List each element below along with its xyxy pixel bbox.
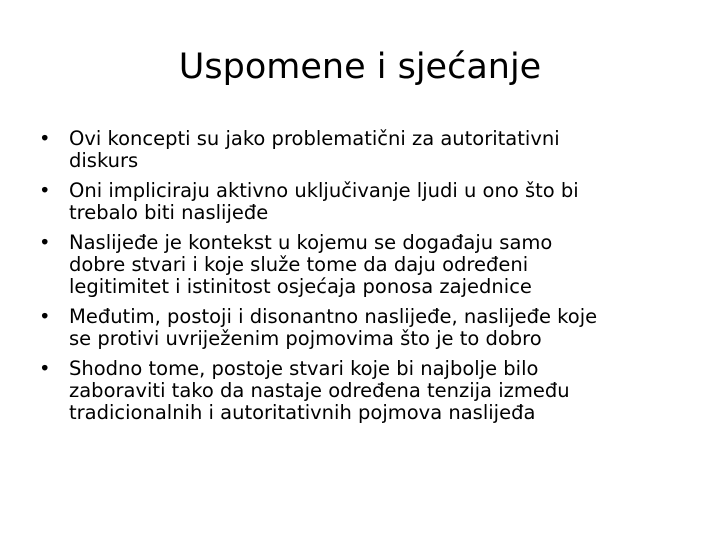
slide-title: Uspomene i sjećanje: [178, 47, 542, 87]
bullet-dot-icon: •: [39, 357, 51, 380]
bullet-dot-icon: •: [39, 305, 51, 328]
bullet-line: se protivi uvriježenim pojmovima što je to dobro: [69, 327, 542, 350]
bullet-item: [37, 128, 687, 172]
bullet-line: Međutim, postoji i disonantno naslijeđe, naslijeđe koje: [69, 305, 598, 328]
bullet-item: [37, 358, 687, 424]
bullet-line: dobre stvari i koje služe tome da daju određeni: [69, 253, 529, 276]
bullet-line: diskurs: [69, 149, 139, 172]
bullet-line: Ovi koncepti su jako problematični za autoritativni: [69, 127, 560, 150]
bullet-line: zaboraviti tako da nastaje određena tenzija između: [69, 379, 570, 402]
bullet-line: tradicionalnih i autoritativnih pojmova naslijeđa: [69, 401, 536, 424]
bullet-list: [37, 128, 687, 432]
bullet-item: [37, 180, 687, 224]
bullet-item: [37, 232, 687, 298]
bullet-line: Oni impliciraju aktivno uključivanje ljudi u ono što bi: [69, 179, 579, 202]
bullet-dot-icon: •: [39, 179, 51, 202]
bullet-item: [37, 306, 687, 350]
bullet-line: legitimitet i istinitost osjećaja ponosa zajednice: [69, 275, 532, 298]
bullet-line: Shodno tome, postoje stvari koje bi najbolje bilo: [69, 357, 539, 380]
bullet-dot-icon: •: [39, 231, 51, 254]
bullet-line: trebalo biti naslijeđe: [69, 201, 269, 224]
bullet-dot-icon: •: [39, 127, 51, 150]
bullet-line: Naslijeđe je kontekst u kojemu se događaju samo: [69, 231, 553, 254]
